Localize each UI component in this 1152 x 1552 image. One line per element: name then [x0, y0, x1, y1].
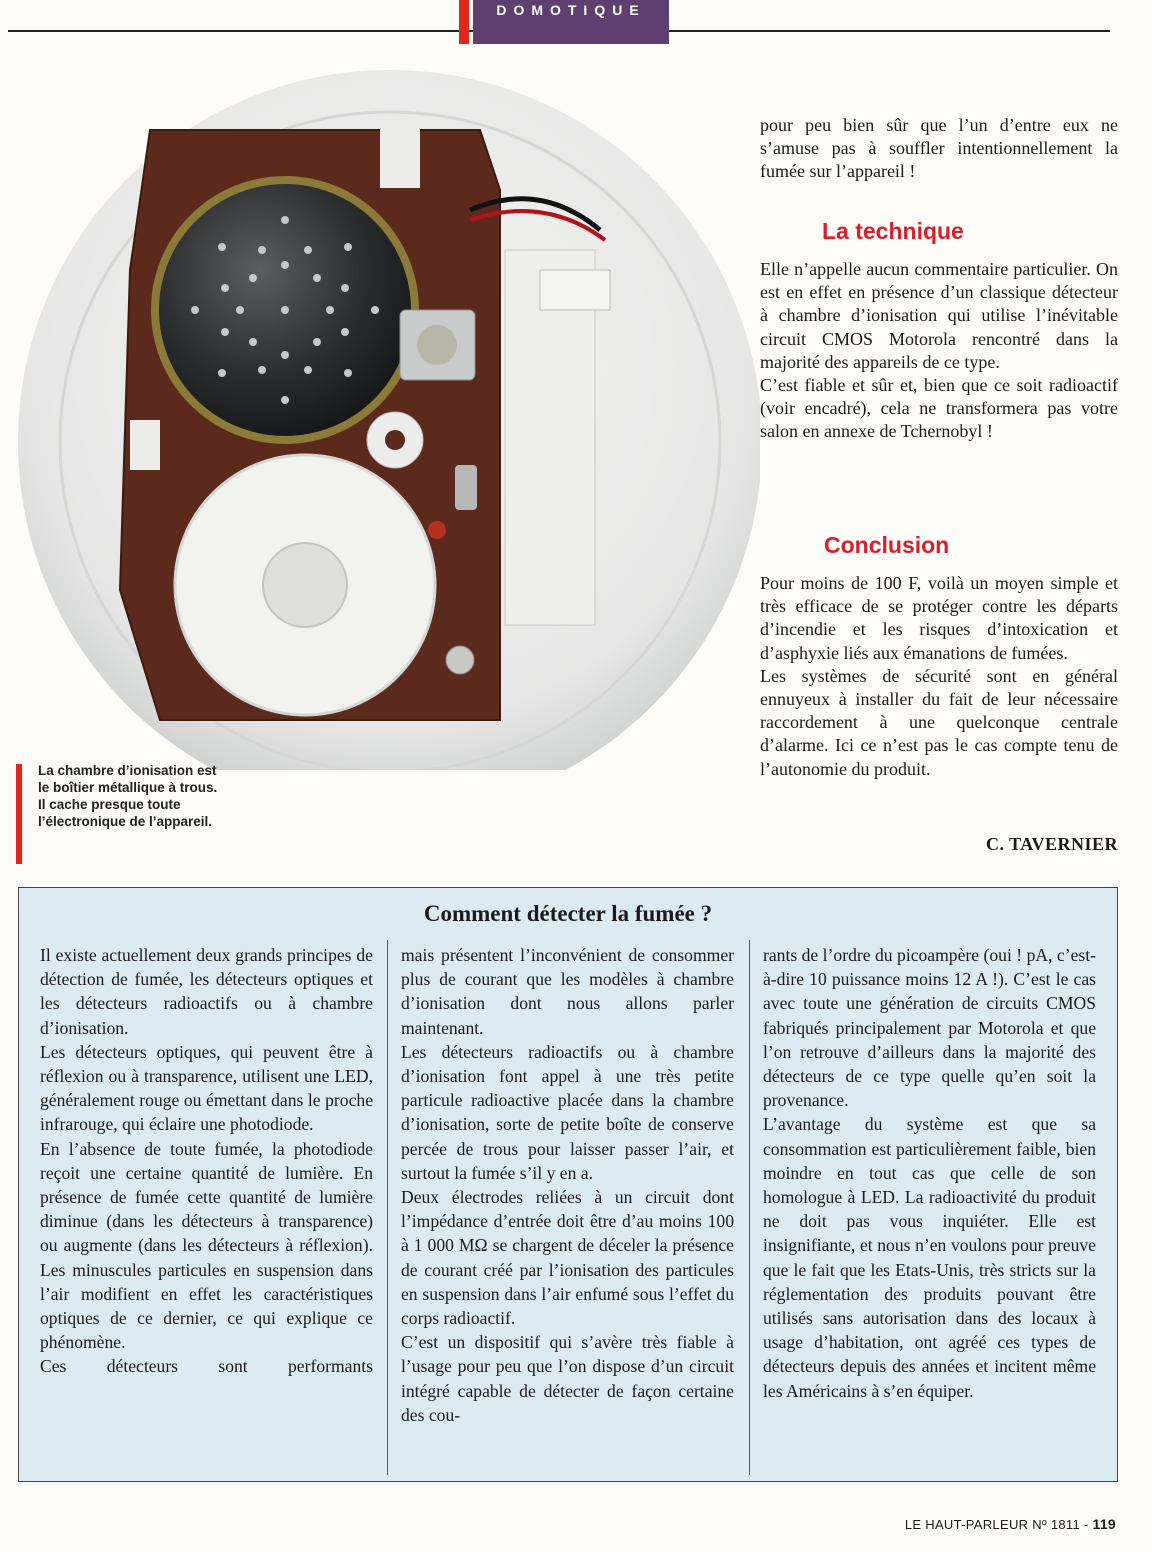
page-footer — [905, 1516, 1116, 1532]
box-paragraph: rants de l’ordre du picoampère (oui ! pA, c’est-à-dire 10 puissance moins 12 A !). C’est le cas avec toute une génération de circuits CMOS fabriqués principalement par Motorola et que l’on retrouve d’ailleurs dans la majorité des détecteurs de ce type quelle qu’en soit la provenance. — [763, 945, 1096, 1111]
box-paragraph: Il existe actuellement deux grands principes de détection de fumée, les détecteurs optiques et les détecteurs radioactifs ou à chambre d’ionisation. — [40, 945, 373, 1038]
box-title: Comment détecter la fumée ? — [423, 901, 713, 926]
intro-paragraph: pour peu bien sûr que l’un d’entre eux ne s’amuse pas à souffler intentionnellement la fumée sur l’appareil ! — [760, 115, 1118, 182]
box-column-1 — [40, 943, 373, 1379]
right-column-intro — [760, 114, 1118, 184]
technique-heading: La technique — [822, 218, 964, 244]
technique-paragraph-2: C’est fiable et sûr et, bien que ce soit radioactif (voir encadré), cela ne transformera pas votre salon en annexe de Tchernobyl ! — [760, 375, 1118, 442]
box-paragraph: L’avantage du système est que sa consommation est particulièrement faible, bien moindre en tout cas que celle de son homologue à LED. La radioactivité du produit ne doit pas vous inquiéter. Elle est insignifiante, et nous n’en voulons pour preuve que le fait que les Etats-Unis, très stricts sur la réglementation des produits pouvant être utilisés sans autorisation dans des locaux à usage d’habitation, ont agréé ces types de détecteurs depuis des années et incitent même les Américains à s’en équiper. — [763, 1114, 1096, 1401]
technique-section — [760, 258, 1118, 444]
box-paragraph: C’est un dispositif qui s’avère très fiable à l’usage pour peu que l’on dispose d’un circuit intégré capable de détecter de façon certaine des cou- — [401, 1332, 734, 1425]
page-number: 119 — [1092, 1516, 1116, 1532]
smoke-detector-photo — [0, 70, 760, 770]
magazine-issue: LE HAUT-PARLEUR Nº 1811 - — [904, 1517, 1089, 1532]
box-paragraph: mais présentent l’inconvénient de consommer plus de courant que les modèles à chambre d’ionisation dont nous allons parler maintenant. — [401, 945, 734, 1038]
section-tag: DOMOTIQUE — [473, 0, 669, 44]
technique-paragraph-1: Elle n’appelle aucun commentaire particulier. On est en effet en présence d’un classique détecteur à chambre d’ionisation qui utilise l’inévitable circuit CMOS Motorola rencontré dans la majorité des appareils de ce type. — [760, 259, 1118, 372]
conclusion-section — [760, 572, 1118, 781]
box-column-3 — [763, 943, 1096, 1403]
caption-accent-bar — [16, 764, 22, 864]
photo-caption: La chambre d’ionisation est le boîtier métallique à trous. Il cache presque toute l’électronique de l’appareil. — [38, 763, 218, 829]
box-paragraph: En l’absence de toute fumée, la photodiode reçoit une certaine quantité de lumière. En présence de fumée cette quantité de lumière diminue (dans les détecteurs à transparence) ou augmente (dans les détecteurs à réflexion). Les minuscules particules en suspension dans l’air modifient en effet les caractéristiques optiques de ce dernier, ce qui explique ce phénomène. — [40, 1138, 373, 1353]
conclusion-paragraph-1: Pour moins de 100 F, voilà un moyen simple et très efficace de se protéger contre les départs d’incendie et les risques d’intoxication et d’asphyxie liés aux émanations de fumées. — [760, 573, 1118, 663]
column-rule — [749, 940, 750, 1475]
box-column-2 — [401, 943, 734, 1427]
header-accent-bar — [459, 0, 469, 44]
box-paragraph: Les détecteurs radioactifs ou à chambre d’ionisation font appel à une très petite particule radioactive placée dans la chambre d’ionisation, sorte de petite boîte de conserve percée de trous pour laisser passer l’air, et surtout la fumée s’il y en a. — [401, 1041, 734, 1183]
column-rule — [387, 940, 388, 1475]
box-paragraph: Ces détecteurs sont performants — [40, 1356, 373, 1377]
box-paragraph: Les détecteurs optiques, qui peuvent être à réflexion ou à transparence, utilisent une LED, généralement rouge ou émettant dans le proche infrarouge, qui éclaire une photodiode. — [40, 1041, 373, 1135]
conclusion-paragraph-2: Les systèmes de sécurité sont en général ennuyeux à installer du fait de leur nécessaire raccordement à une quelconque centrale d’alarme. Ici ce n’est pas le cas compte tenu de l’autonomie du produit. — [760, 665, 1118, 779]
box-paragraph: Deux électrodes reliées à un circuit dont l’impédance d’entrée doit être d’au moins 100 à 1 000 MΩ se chargent de déceler la présence de courant créé par l’ionisation des particules en suspension dans l’air enfumé sous l’effet du corps radioactif. — [401, 1187, 734, 1329]
author-byline: C. TAVERNIER — [985, 834, 1118, 854]
conclusion-heading: Conclusion — [824, 532, 950, 558]
